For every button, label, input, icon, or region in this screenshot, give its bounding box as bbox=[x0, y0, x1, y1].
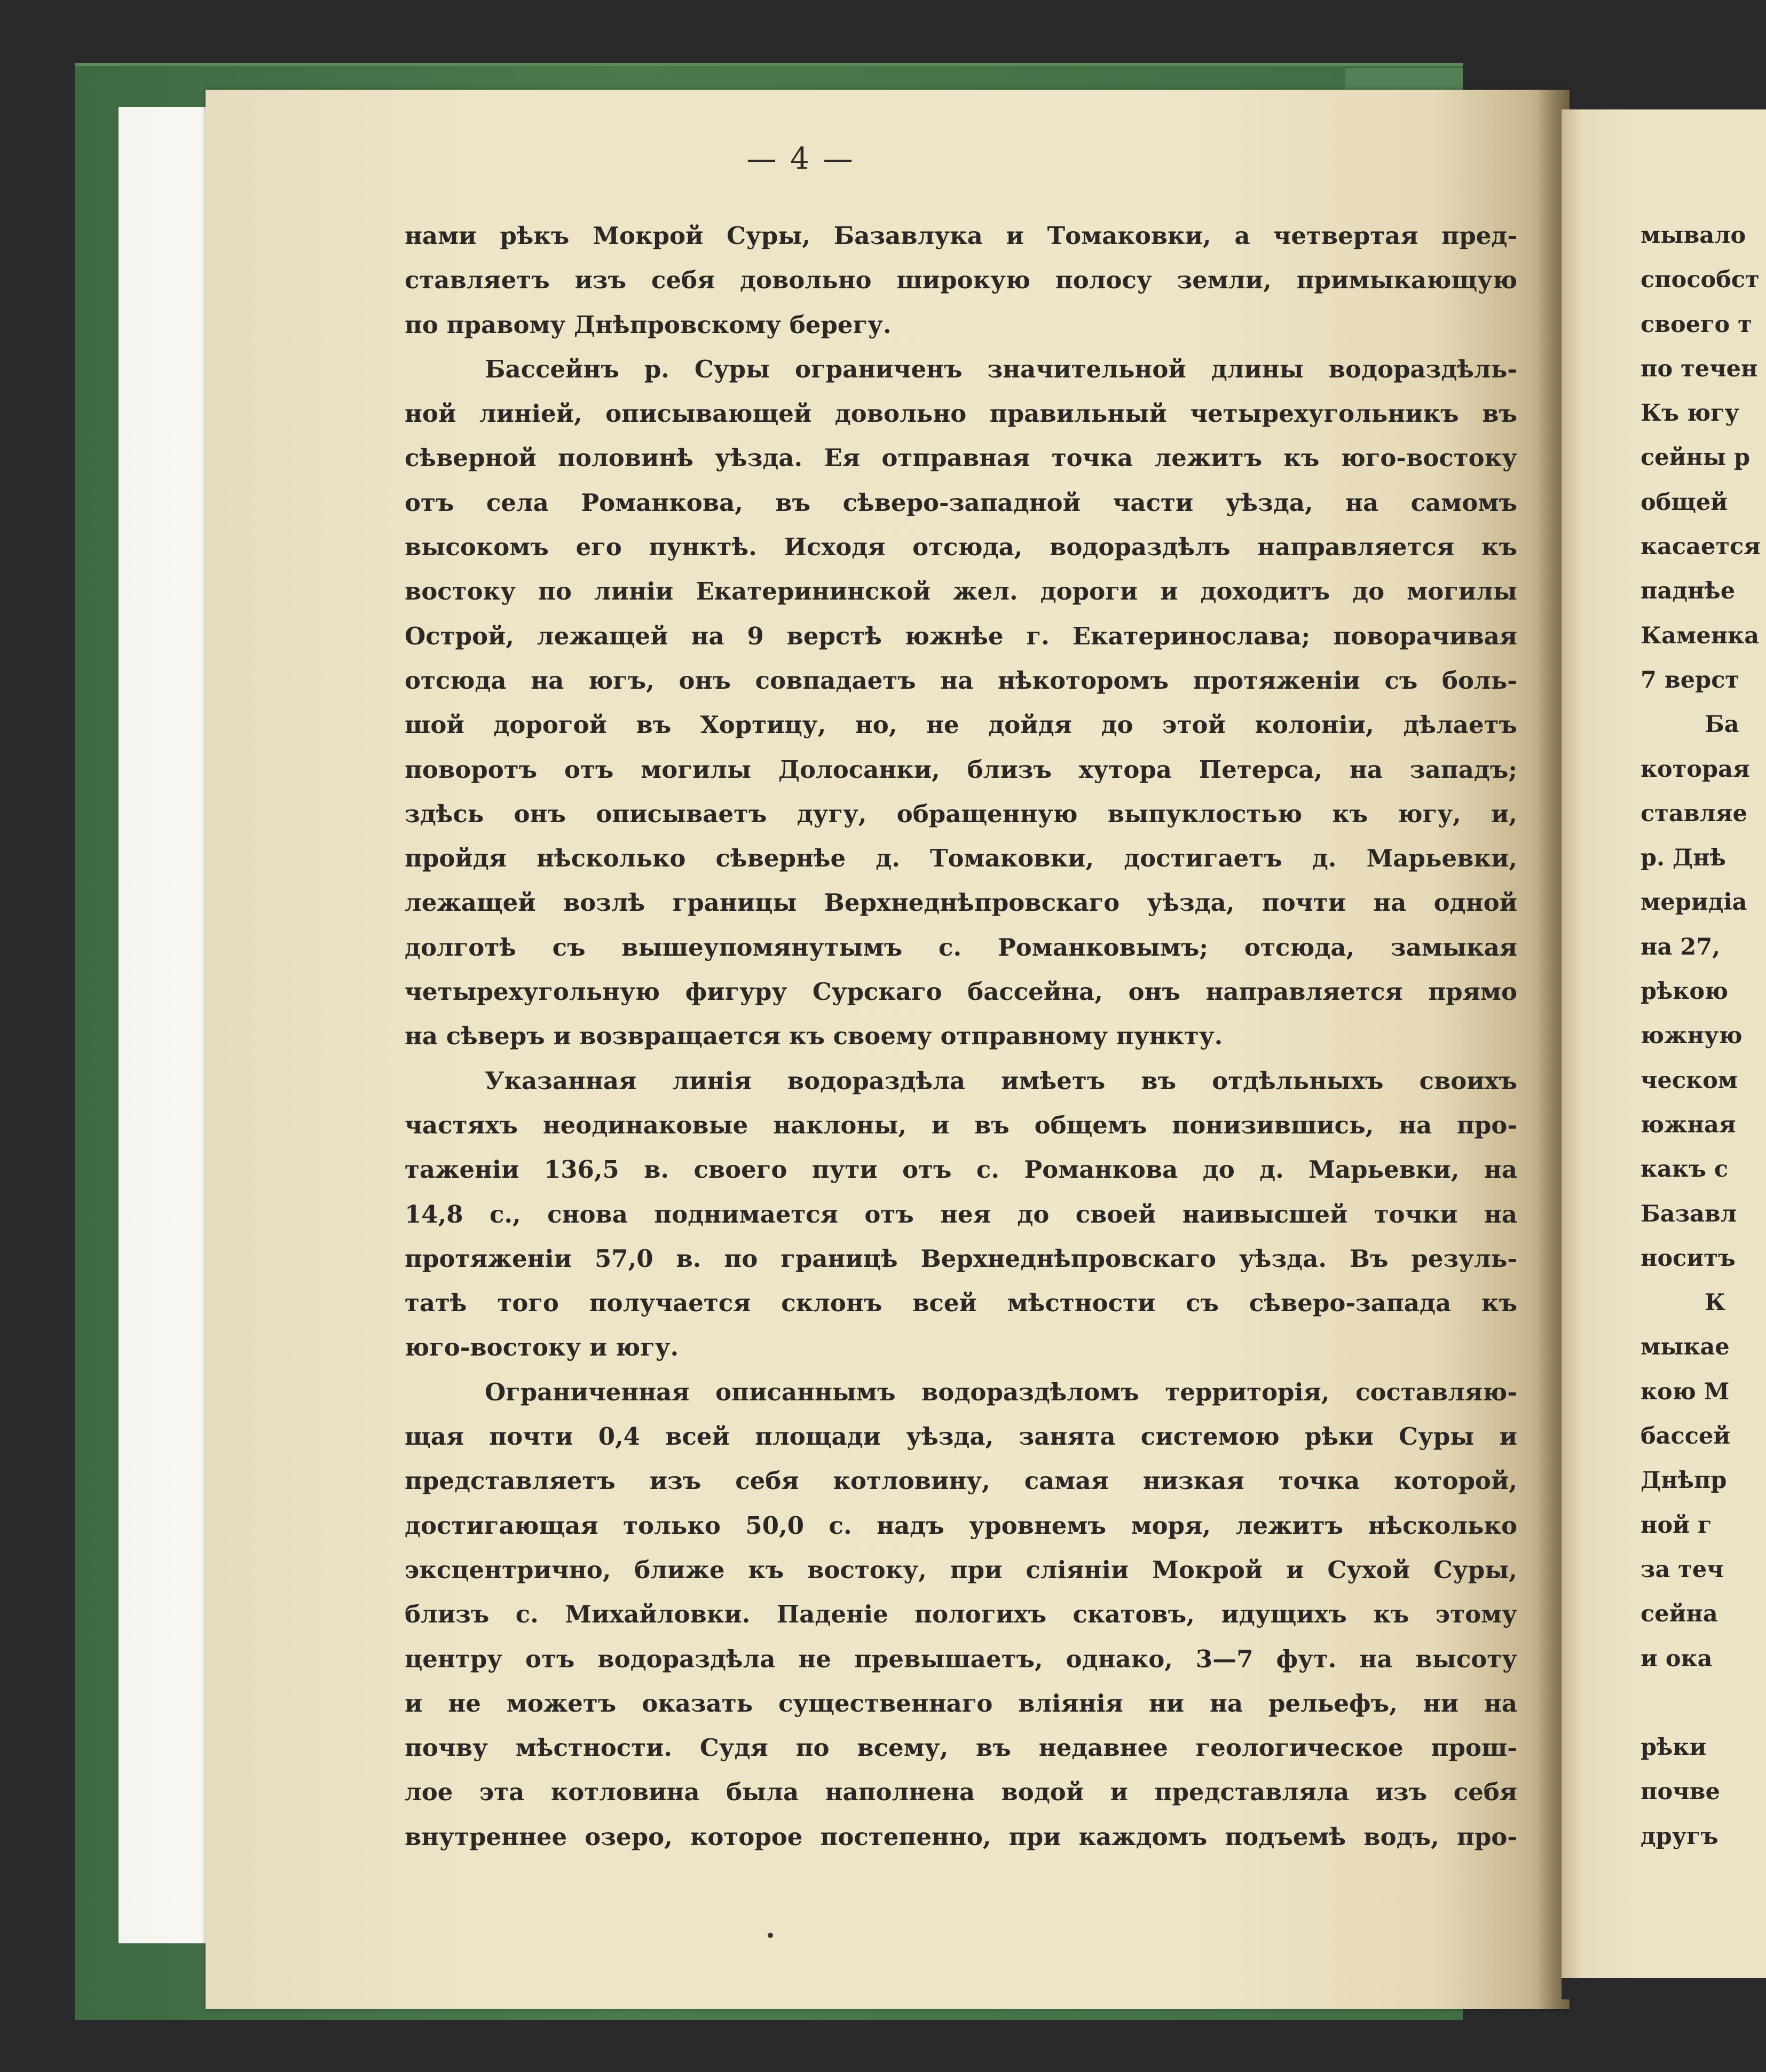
text-line: почве bbox=[1641, 1778, 1720, 1806]
text-line: представляетъ изъ себя котловину, самая низкая точка которой, bbox=[405, 1467, 1517, 1495]
text-line: Бассейнъ р. Суры ограниченъ значительной длины водораздѣль- bbox=[485, 354, 1517, 383]
text-line: паднѣе bbox=[1641, 578, 1736, 605]
text-line: шой дорогой въ Хортицу, но, не дойдя до этой колонiи, дѣлаетъ bbox=[405, 711, 1517, 739]
text-line bbox=[1641, 1681, 1766, 1726]
text-line: Днѣпр bbox=[1641, 1467, 1727, 1494]
text-line: внутреннее озеро, которое постепенно, при каждомъ подъемѣ водъ, про- bbox=[405, 1822, 1517, 1851]
text-line: кою М bbox=[1641, 1378, 1730, 1405]
text-line: протяженiи 57,0 в. по границѣ Верхнеднѣпровскаго уѣзда. Въ резуль- bbox=[405, 1244, 1517, 1273]
text-line: южную bbox=[1641, 1022, 1743, 1050]
text-line: ной линiей, описывающей довольно правильный четырехугольникъ въ bbox=[405, 399, 1517, 428]
text-line: юго-востоку и югу. bbox=[405, 1333, 679, 1362]
text-line: ческом bbox=[1641, 1067, 1738, 1094]
text-line: южная bbox=[1641, 1111, 1736, 1138]
print-dot bbox=[768, 1933, 773, 1938]
text-line: пройдя нѣсколько сѣвернѣе д. Томаковки, достигаетъ д. Марьевки, bbox=[405, 844, 1517, 873]
text-line: Базавл bbox=[1641, 1200, 1737, 1227]
text-line: лежащей возлѣ границы Верхнеднѣпровскаго уѣзда, почти на одной bbox=[405, 888, 1517, 917]
text-line: на сѣверъ и возвращается къ своему отправному пункту. bbox=[405, 1022, 1223, 1051]
text-line: мывало bbox=[1641, 222, 1746, 249]
text-line: общей bbox=[1641, 489, 1728, 516]
text-line: за теч bbox=[1641, 1556, 1724, 1583]
text-line: Ба bbox=[1705, 711, 1739, 738]
text-line: меридiа bbox=[1641, 889, 1747, 916]
text-line: Острой, лежащей на 9 верстѣ южнѣе г. Екатеринослава; поворачивая bbox=[405, 621, 1517, 650]
text-line: частяхъ неодинаковые наклоны, и въ общемъ понизившись, на про- bbox=[405, 1110, 1517, 1139]
text-line: Ограниченная описаннымъ водораздѣломъ территорiя, составляю- bbox=[485, 1377, 1517, 1406]
text-line: и не можетъ оказать существеннаго влiянiя ни на рельефъ, ни на bbox=[405, 1689, 1517, 1718]
text-line: Къ югу bbox=[1641, 400, 1740, 427]
text-line: здѣсь онъ описываетъ дугу, обращенную выпуклостью къ югу, и, bbox=[405, 799, 1517, 828]
left-page-text bbox=[405, 214, 1517, 1859]
text-line: бассей bbox=[1641, 1423, 1731, 1450]
text-line: Каменка bbox=[1641, 622, 1760, 649]
text-line: высокомъ его пунктѣ. Исходя отсюда, водораздѣлъ направляется къ bbox=[405, 533, 1517, 562]
text-line: эксцентрично, ближе къ востоку, при слiянiи Мокрой и Сухой Суры, bbox=[405, 1555, 1517, 1584]
text-line: на 27, bbox=[1641, 933, 1721, 960]
page-number: — 4 — bbox=[746, 141, 855, 176]
text-line: по течен bbox=[1641, 355, 1758, 382]
text-line: носитъ bbox=[1641, 1244, 1736, 1272]
right-page-bottom-edge bbox=[1562, 1978, 1766, 1999]
text-line: ной г bbox=[1641, 1511, 1712, 1539]
text-line: какъ с bbox=[1641, 1156, 1729, 1183]
text-line: таженiи 136,5 в. своего пути отъ с. Романкова до д. Марьевки, на bbox=[405, 1155, 1517, 1184]
text-line: татѣ того получается склонъ всей мѣстности съ сѣверо-запада къ bbox=[405, 1289, 1517, 1318]
text-line: К bbox=[1705, 1289, 1726, 1317]
text-line: долготѣ съ вышеупомянутымъ с. Романковымъ; отсюда, замыкая bbox=[405, 933, 1517, 962]
text-line: 14,8 с., снова поднимается отъ нея до своей наивысшей точки на bbox=[405, 1200, 1517, 1228]
text-line: лое эта котловина была наполнена водой и представляла изъ себя bbox=[405, 1778, 1517, 1807]
text-line: щая почти 0,4 всей площади уѣзда, занята системою рѣки Суры и bbox=[405, 1422, 1517, 1451]
text-line: отсюда на югъ, онъ совпадаетъ на нѣкоторомъ протяженiи съ боль- bbox=[405, 666, 1517, 695]
text-line: востоку по линiи Екатерининской жел. дороги и доходитъ до могилы bbox=[405, 577, 1517, 606]
text-line: и ока bbox=[1641, 1645, 1713, 1672]
text-line: по правому Днѣпровскому берегу. bbox=[405, 310, 892, 339]
text-line: касается bbox=[1641, 533, 1761, 561]
text-line: поворотъ отъ могилы Долосанки, близъ хутора Петерса, на западъ; bbox=[405, 755, 1517, 784]
text-line: ставляетъ изъ себя довольно широкую полосу земли, примыкающую bbox=[405, 266, 1517, 295]
text-line: рѣкою bbox=[1641, 978, 1729, 1005]
text-line: которая bbox=[1641, 755, 1750, 783]
text-line: 7 верст bbox=[1641, 666, 1740, 694]
text-line: сѣверной половинѣ уѣзда. Ея отправная точка лежитъ къ юго-востоку bbox=[405, 444, 1517, 472]
text-line: р. Днѣ bbox=[1641, 845, 1726, 872]
text-line: своего т bbox=[1641, 311, 1752, 338]
text-line: отъ села Романкова, въ сѣверо-западной части уѣзда, на самомъ bbox=[405, 488, 1517, 517]
cover-label-strip bbox=[1345, 68, 1463, 90]
text-line: нами рѣкъ Мокрой Суры, Базавлука и Томаковки, а четвертая пред- bbox=[405, 222, 1517, 250]
text-line: четырехугольную фигуру Сурскаго бассейна, онъ направляется прямо bbox=[405, 978, 1517, 1006]
text-line: рѣки bbox=[1641, 1734, 1707, 1761]
text-line: Указанная линiя водораздѣла имѣетъ въ отдѣльныхъ своихъ bbox=[485, 1066, 1517, 1095]
text-line: ставляе bbox=[1641, 800, 1748, 827]
text-line: центру отъ водораздѣла не превышаетъ, однако, 3—7 фут. на высоту bbox=[405, 1644, 1517, 1673]
text-line: другъ bbox=[1641, 1823, 1718, 1850]
text-line: мыкае bbox=[1641, 1334, 1730, 1361]
right-page-text bbox=[1641, 214, 1766, 1859]
text-line: сейны р bbox=[1641, 444, 1751, 471]
text-line: близъ с. Михайловки. Паденiе пологихъ скатовъ, идущихъ къ этому bbox=[405, 1600, 1517, 1629]
text-line: достигающая только 50,0 с. надъ уровнемъ моря, лежитъ нѣсколько bbox=[405, 1511, 1517, 1540]
text-line: почву мѣстности. Судя по всему, въ недавнее геологическое прош- bbox=[405, 1734, 1517, 1762]
text-line: способст bbox=[1641, 266, 1760, 294]
text-line: сейна bbox=[1641, 1601, 1718, 1628]
